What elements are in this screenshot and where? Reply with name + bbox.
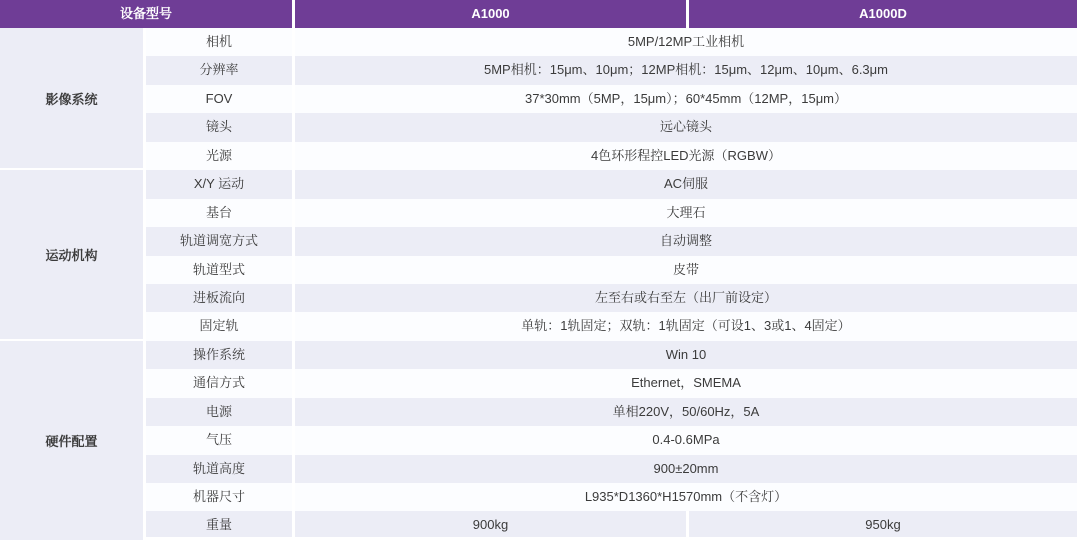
- table-row: [146, 369, 1077, 397]
- row-label: X/Y 运动: [146, 170, 292, 198]
- row-value: 皮带: [295, 256, 1077, 284]
- row-value: 单相220V，50/60Hz，5A: [295, 398, 1077, 426]
- row-label: 气压: [146, 426, 292, 454]
- table-row: [146, 284, 1077, 312]
- row-label: FOV: [146, 85, 292, 113]
- table-row: [146, 341, 1077, 369]
- table-row: [146, 28, 1077, 56]
- row-value: 37*30mm（5MP，15μm）；60*45mm（12MP，15μm）: [295, 85, 1077, 113]
- row-label: 基台: [146, 199, 292, 227]
- row-label: 机器尺寸: [146, 483, 292, 511]
- table-row: [146, 256, 1077, 284]
- row-label: 光源: [146, 142, 292, 170]
- table-row: [146, 56, 1077, 84]
- table-row: [146, 426, 1077, 454]
- row-value: 4色环形程控LED光源（RGBW）: [295, 142, 1077, 170]
- row-label: 分辨率: [146, 56, 292, 84]
- row-value: 单轨：1轨固定；双轨：1轨固定（可设1、3或1、4固定）: [295, 312, 1077, 340]
- row-value: 自动调整: [295, 227, 1077, 255]
- header-model-a1000: A1000: [295, 0, 686, 28]
- row-value: Ethernet，SMEMA: [295, 369, 1077, 397]
- weight-value-a1000d: 950kg: [689, 511, 1077, 539]
- row-value: 大理石: [295, 199, 1077, 227]
- row-value: Win 10: [295, 341, 1077, 369]
- row-value: 5MP/12MP工业相机: [295, 28, 1077, 56]
- row-label: 进板流向: [146, 284, 292, 312]
- table-row: [146, 455, 1077, 483]
- row-label: 固定轨: [146, 312, 292, 340]
- table-row: [146, 199, 1077, 227]
- table-row: [146, 312, 1077, 340]
- row-label: 轨道调宽方式: [146, 227, 292, 255]
- row-label: 重量: [146, 511, 292, 539]
- row-label: 通信方式: [146, 369, 292, 397]
- header-model-a1000d: A1000D: [689, 0, 1077, 28]
- group-hardware-config: 硬件配置: [0, 341, 143, 540]
- row-label: 轨道型式: [146, 256, 292, 284]
- row-label: 镜头: [146, 113, 292, 141]
- weight-value-a1000: 900kg: [295, 511, 686, 539]
- row-value: AC伺服: [295, 170, 1077, 198]
- rows-column: [146, 28, 1077, 540]
- table-row: [146, 170, 1077, 198]
- row-label: 轨道高度: [146, 455, 292, 483]
- row-value: 5MP相机：15μm、10μm；12MP相机：15μm、12μm、10μm、6.3μm: [295, 56, 1077, 84]
- row-value: 0.4-0.6MPa: [295, 426, 1077, 454]
- table-row: [146, 142, 1077, 170]
- header-device-model: 设备型号: [0, 0, 292, 28]
- table-row: [146, 113, 1077, 141]
- group-motion-mechanism: 运动机构: [0, 170, 143, 341]
- row-value: 远心镜头: [295, 113, 1077, 141]
- table-row: [146, 398, 1077, 426]
- group-column: [0, 28, 143, 540]
- row-label: 相机: [146, 28, 292, 56]
- table-body: [0, 28, 1077, 540]
- row-value: 左至右或右至左（出厂前设定）: [295, 284, 1077, 312]
- table-row: [146, 85, 1077, 113]
- row-value: L935*D1360*H1570mm（不含灯）: [295, 483, 1077, 511]
- table-row: [146, 483, 1077, 511]
- table-row-weight: [146, 511, 1077, 539]
- table-header-row: [0, 0, 1077, 28]
- row-label: 电源: [146, 398, 292, 426]
- row-value: 900±20mm: [295, 455, 1077, 483]
- table-row: [146, 227, 1077, 255]
- group-imaging-system: 影像系统: [0, 28, 143, 170]
- row-label: 操作系统: [146, 341, 292, 369]
